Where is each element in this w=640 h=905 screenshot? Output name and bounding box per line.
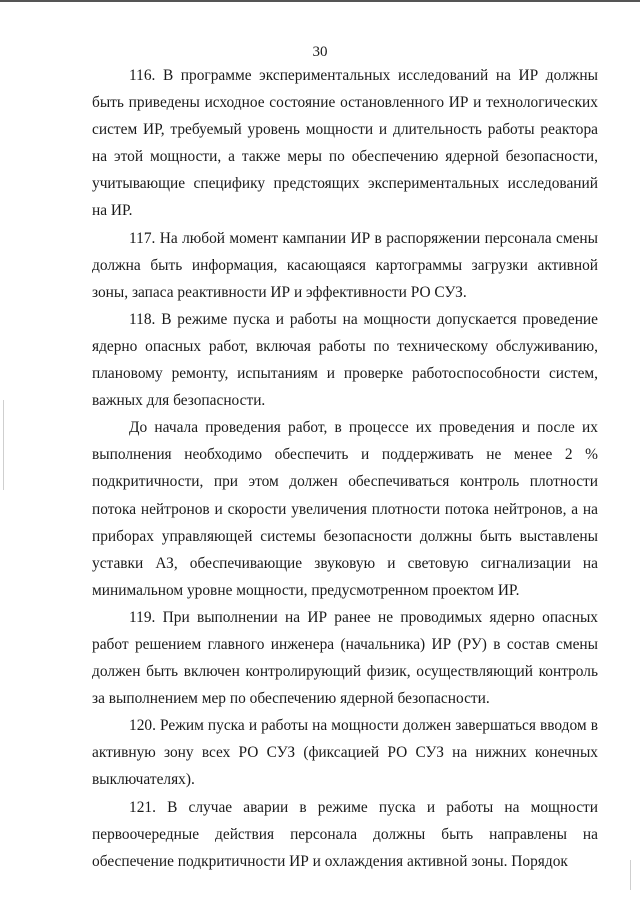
paragraph-118: 118. В режиме пуска и работы на мощности допускается проведение ядерно опасных работ, включая работы по техническому обслуживанию, плановому ремонту, испытаниям и проверке работоспособности систем, важных для безопасности. [92,310,598,410]
document-body [92,62,598,875]
paragraph-121: 121. В случае аварии в режиме пуска и работы на мощности первоочередные действия персонала должны быть направлены на обеспечение подкритичности ИР и охлаждения активной зоны. Порядок [92,798,598,870]
page-number: 30 [312,44,328,60]
paragraph-120: 120. Режим пуска и работы на мощности должен завершаться вводом в активную зону всех РО СУЗ (фиксацией РО СУЗ на нижних конечных выключателях). [92,717,598,789]
paragraph-117: 117. На любой момент кампании ИР в распоряжении персонала смены должна быть информация, касающаяся картограммы загрузки активной зоны, запаса реактивности ИР и эффективности РО СУЗ. [92,229,598,301]
top-scan-edge [0,0,640,2]
paragraph-118-continued: До начала проведения работ, в процессе их проведения и после их выполнения необходимо обеспечить и поддерживать не менее 2 % подкритичности, при этом должен обеспечиваться контроль плотности потока нейтронов и скорости увеличения плотности потока нейтронов, а на приборах управляющей системы безопасности должны быть выставлены уставки АЗ, обеспечивающие звуковую и световую сигнализации на минимальном уровне мощности, предусмотренном проектом ИР. [92,419,598,599]
left-margin-scan-mark [3,400,4,490]
right-margin-scan-mark [630,860,631,890]
paragraph-116: 116. В программе экспериментальных исследований на ИР должны быть приведены исходное состояние остановленного ИР и технологических систем ИР, требуемый уровень мощности и длительность работы реактора на этой мощности, а также меры по обеспечению ядерной безопасности, учитывающие специфику предстоящих экспериментальных исследований на ИР. [92,67,598,220]
paragraph-119: 119. При выполнении на ИР ранее не проводимых ядерно опасных работ решением главного инженера (начальника) ИР (РУ) в состав смены должен быть включен контролирующий физик, осуществляющий контроль за выполнением мер по обеспечению ядерной безопасности. [92,608,598,708]
